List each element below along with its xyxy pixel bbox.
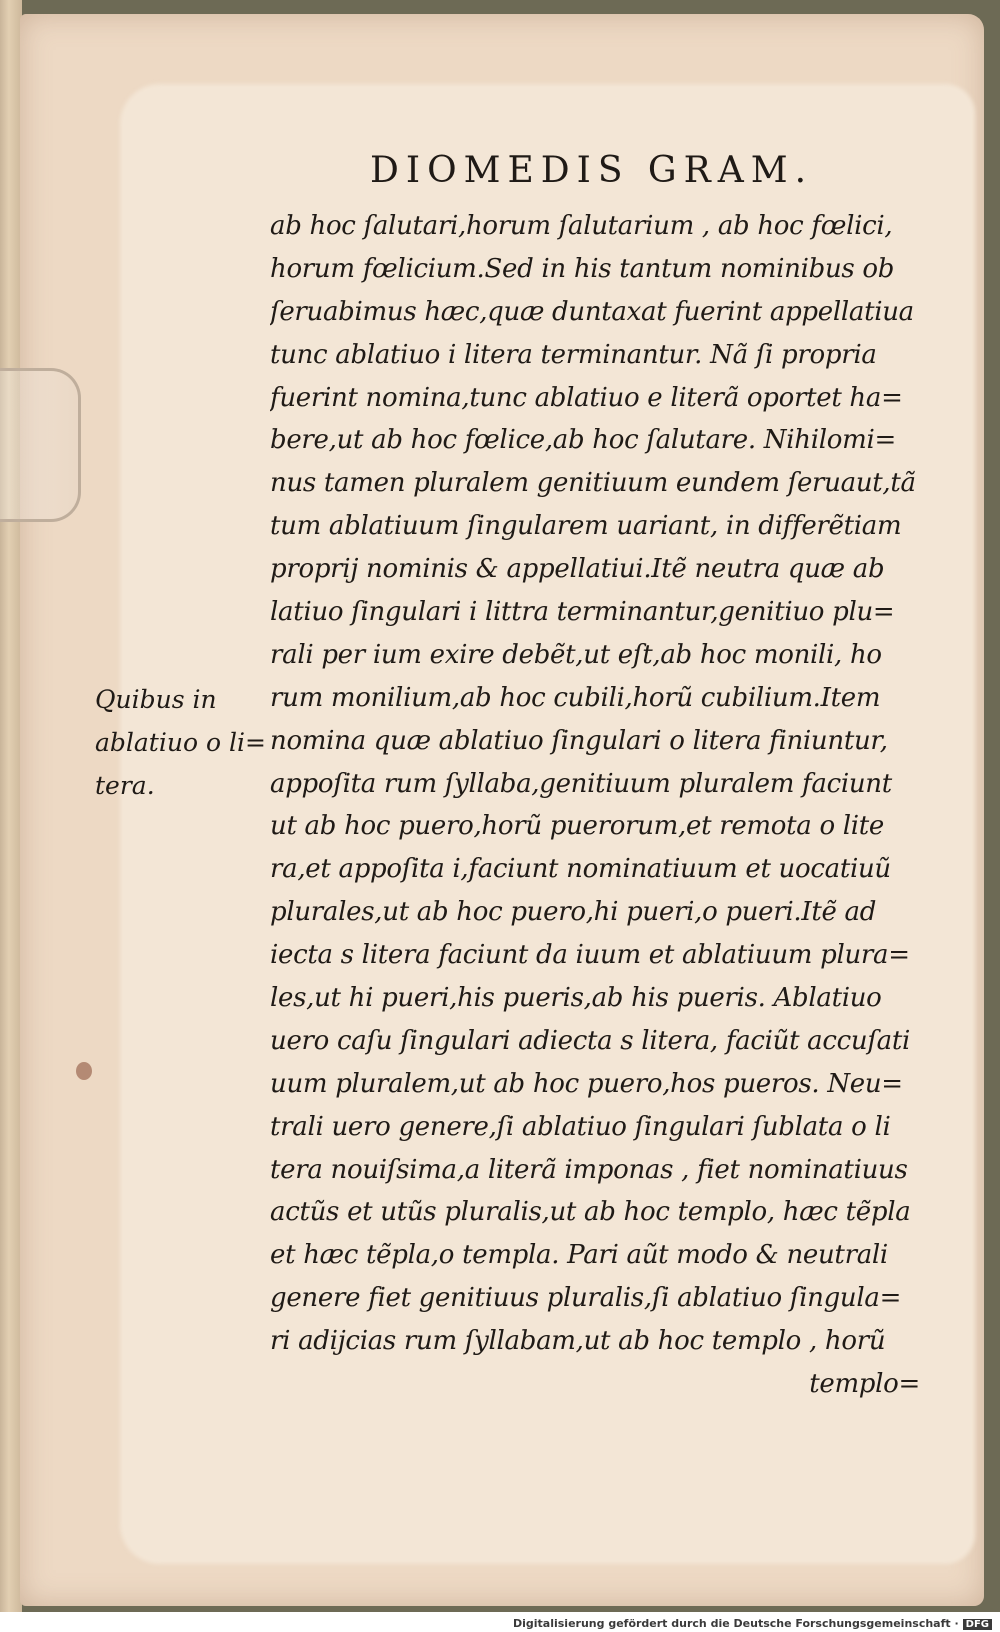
text-line: actũs et utũs pluralis,ut ab hoc templo, hæc tẽpla [270, 1197, 911, 1228]
text-line: ut ab hoc puero,horũ puerorum,et remota o lite [270, 811, 885, 842]
marginal-note [95, 679, 270, 808]
text-line: ſeruabimus hæc,quæ duntaxat fuerint appellatiua [270, 296, 914, 327]
text-line: iecta s litera faciunt da iuum et ablatiuum plura= [270, 940, 910, 971]
dfg-logo: DFG [963, 1619, 992, 1630]
text-line: plurales,ut ab hoc puero,hi pueri,o pueri.Itẽ ad [270, 897, 877, 928]
text-line: bere,ut ab hoc fœlice,ab hoc ſalutare. Nihilomi= [270, 425, 896, 456]
text-line: ab hoc ſalutari,horum ſalutarium , ab hoc fœlici, [270, 211, 893, 241]
text-line: nomina quæ ablatiuo ſingulari o litera finiuntur, [270, 725, 888, 756]
marginal-note-line: Quibus in [95, 685, 217, 714]
digitization-credit [513, 1617, 992, 1630]
text-line: tunc ablatiuo i litera terminantur. Nã ſi propria [270, 339, 877, 370]
text-line: ri adijcias rum ſyllabam,ut ab hoc templo , horũ [270, 1326, 886, 1357]
page-clip [0, 368, 81, 522]
text-line: uum pluralem,ut ab hoc puero,hos pueros. Neu= [270, 1068, 903, 1099]
text-line: nus tamen pluralem genitiuum eundem ſeruaut,tã [270, 468, 916, 499]
text-line: rali per ium exire debẽt,ut eſt,ab hoc monili, ho [270, 639, 882, 670]
text-line: genere fiet genitiuus pluralis,ſi ablatiuo ſingula= [270, 1283, 902, 1314]
text-line: appoſita rum ſyllaba,genitiuum pluralem faciunt [270, 768, 892, 799]
text-line: rum monilium,ab hoc cubili,horũ cubilium.Item [270, 682, 881, 713]
text-line: les,ut hi pueri,his pueris,ab his pueris. Ablatiuo [270, 983, 882, 1014]
text-line: tum ablatiuum ſingularem uariant, in differẽtiam [270, 511, 902, 542]
text-line: proprij nominis & appellatiui.Itẽ neutra quæ ab [270, 554, 885, 585]
body-text [270, 205, 920, 1406]
text-line: horum fœlicium.Sed in his tantum nominibus ob [270, 253, 895, 284]
text-line: trali uero genere,ſi ablatiuo ſingulari ſublata o li [270, 1111, 891, 1142]
text-line: uero caſu ſingulari adiecta s litera, faciũt accuſati [270, 1025, 911, 1056]
text-line: tera nouiſsima,a literã imponas , fiet nominatiuus [270, 1154, 908, 1185]
marginal-note-line: ablatiuo o li= [95, 727, 266, 757]
marginal-note-line: tera. [95, 770, 155, 800]
text-line: latiuo ſingulari i littra terminantur,genitiuo plu= [270, 597, 895, 628]
paper-stain [76, 1062, 92, 1080]
text-line: fuerint nomina,tunc ablatiuo e literã oportet ha= [270, 382, 903, 413]
book-edge [0, 0, 22, 1612]
credit-text: Digitalisierung gefördert durch die Deutsche Forschungsgemeinschaft · [512, 1617, 959, 1630]
catchword: templo= [809, 1369, 920, 1400]
running-head: DIOMEDIS GRAM. [370, 150, 814, 191]
text-line: ra,et appoſita i,faciunt nominatiuum et uocatiuũ [270, 854, 891, 885]
text-line: et hæc tẽpla,o templa. Pari aũt modo & neutrali [270, 1240, 888, 1271]
